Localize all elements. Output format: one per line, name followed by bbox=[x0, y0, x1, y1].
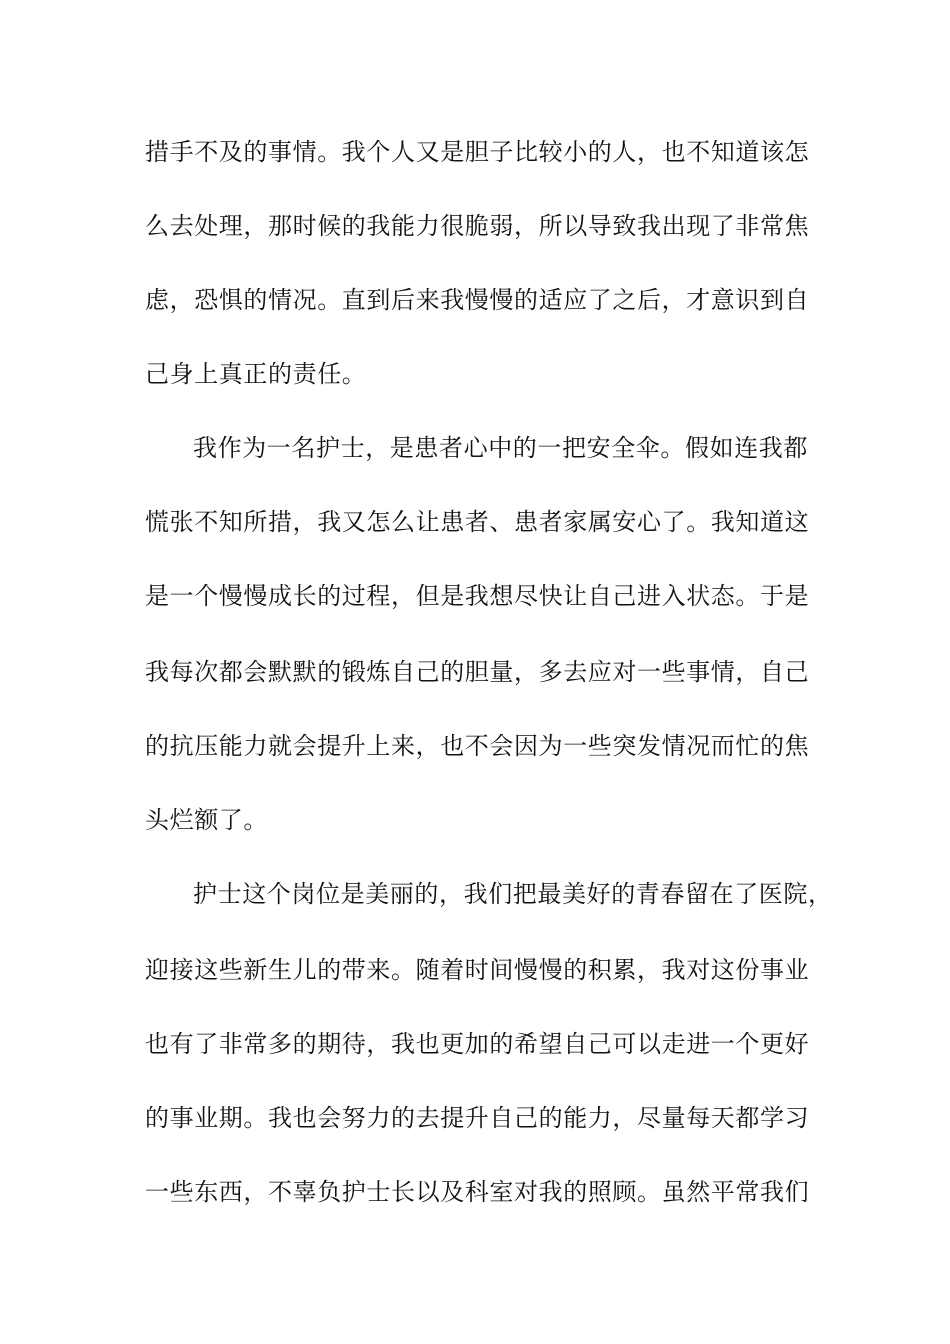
text-line: 迎接这些新生儿的带来。随着时间慢慢的积累，我对这份事业 bbox=[145, 956, 810, 984]
text-line: 是一个慢慢成长的过程，但是我想尽快让自己进入状态。于是 bbox=[145, 582, 810, 610]
paragraph-first-line: 护士这个岗位是美丽的，我们把最美好的青春留在了医院， bbox=[193, 880, 833, 908]
text-line: 虑，恐惧的情况。直到后来我慢慢的适应了之后，才意识到自 bbox=[145, 286, 810, 314]
text-line: 一些东西，不辜负护士长以及科室对我的照顾。虽然平常我们 bbox=[145, 1178, 810, 1206]
text-line: 我每次都会默默的锻炼自己的胆量，多去应对一些事情，自己 bbox=[145, 658, 810, 686]
paragraph-first-line: 我作为一名护士，是患者心中的一把安全伞。假如连我都 bbox=[193, 434, 808, 462]
text-line: 措手不及的事情。我个人又是胆子比较小的人，也不知道该怎 bbox=[145, 138, 810, 166]
text-line: 的抗压能力就会提升上来，也不会因为一些突发情况而忙的焦 bbox=[145, 732, 810, 760]
text-line: 也有了非常多的期待，我也更加的希望自己可以走进一个更好 bbox=[145, 1030, 810, 1058]
text-line: 头烂额了。 bbox=[145, 806, 268, 834]
text-line: 慌张不知所措，我又怎么让患者、患者家属安心了。我知道这 bbox=[145, 508, 810, 536]
text-line: 么去处理，那时候的我能力很脆弱，所以导致我出现了非常焦 bbox=[145, 212, 810, 240]
text-line: 的事业期。我也会努力的去提升自己的能力，尽量每天都学习 bbox=[145, 1104, 810, 1132]
text-line: 己身上真正的责任。 bbox=[145, 360, 367, 388]
